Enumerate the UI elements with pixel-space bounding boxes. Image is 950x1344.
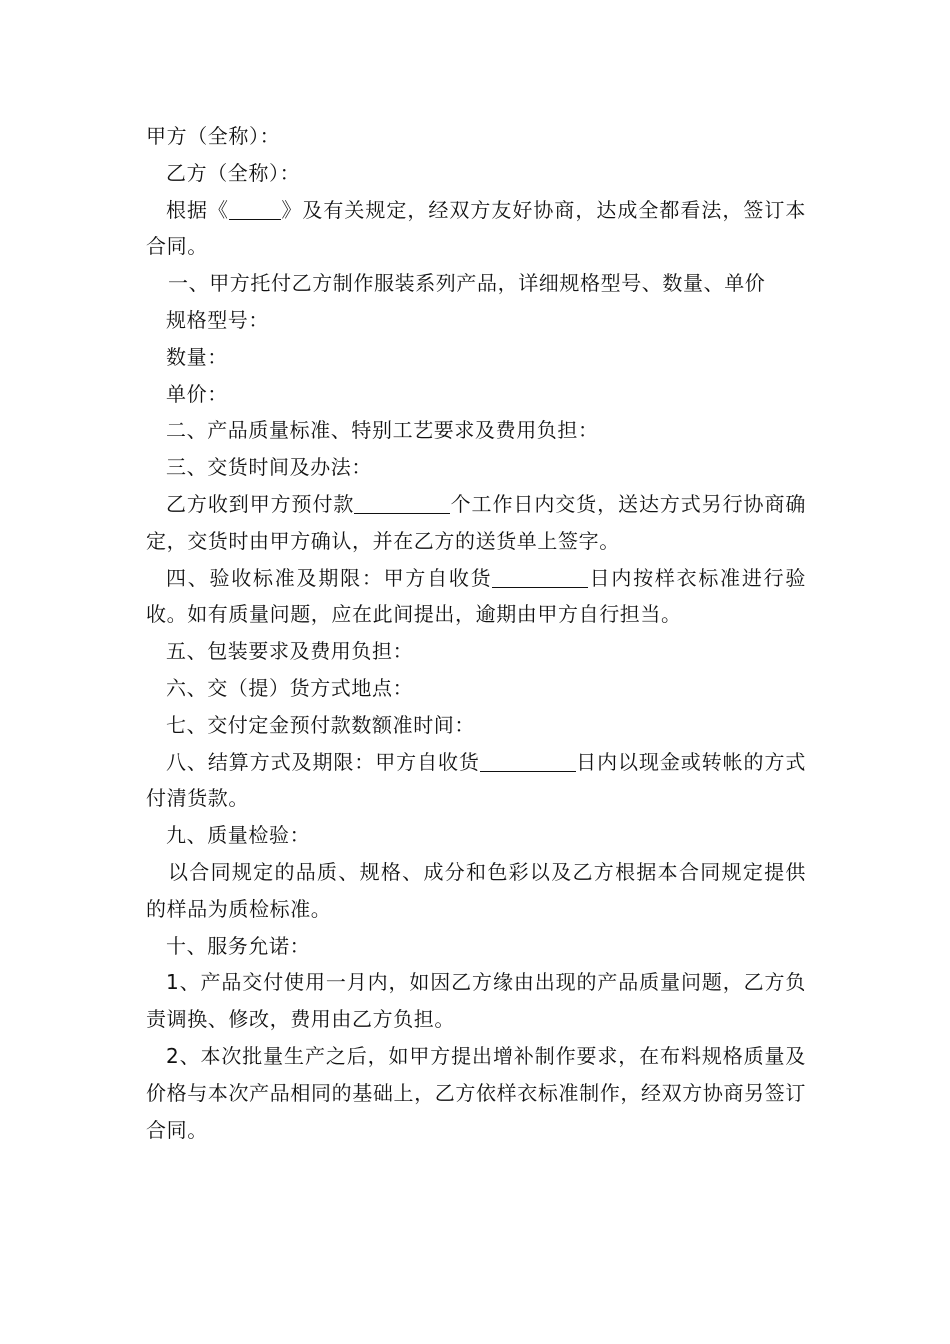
section-3-text-after: 个工作日内交货，送达方式另行协商确定，交货时由甲方确认，并在乙方的送货单上签字。 bbox=[146, 491, 806, 553]
party-b-line: 乙方（全称）： bbox=[166, 160, 301, 185]
intro-paragraph bbox=[146, 192, 806, 266]
section-5-heading: 五、包装要求及费用负担： bbox=[166, 639, 414, 664]
section-10-heading: 十、服务允诺： bbox=[166, 933, 311, 958]
delivery-days-blank bbox=[354, 491, 450, 514]
section-10-item-1: 1、产品交付使用一月内，如因乙方缘由出现的产品质量问题，乙方负责调换、修改，费用由乙方负担。 bbox=[146, 970, 806, 1032]
section-6-heading: 六、交（提）货方式地点： bbox=[166, 675, 414, 700]
intro-text-after: 》及有关规定，经双方友好协商，达成全都看法，签订本合同。 bbox=[146, 197, 806, 259]
law-name-blank bbox=[229, 197, 281, 220]
section-4-text-before: 四、验收标准及期限：甲方自收货 bbox=[166, 565, 493, 590]
inspection-days-blank bbox=[492, 565, 588, 588]
payment-days-blank bbox=[480, 749, 576, 772]
section-9-body: 以合同规定的品质、规格、成分和色彩以及乙方根据本合同规定提供的样品为质检标准。 bbox=[146, 859, 806, 921]
section-3-heading: 三、交货时间及办法： bbox=[166, 455, 372, 480]
section-3-body bbox=[146, 486, 806, 560]
intro-text-before: 根据《 bbox=[166, 197, 229, 222]
section-7-heading: 七、交付定金预付款数额准时间： bbox=[166, 712, 475, 737]
section-9-heading: 九、质量检验： bbox=[166, 823, 311, 848]
section-1-quantity: 数量： bbox=[166, 344, 228, 369]
section-1-heading: 一、甲方托付乙方制作服装系列产品，详细规格型号、数量、单价 bbox=[168, 271, 766, 296]
contract-body bbox=[146, 118, 806, 1148]
section-4-text-after: 日内按样衣标准进行验收。如有质量问题，应在此间提出，逾期由甲方自行担当。 bbox=[146, 565, 807, 627]
section-8-paragraph bbox=[146, 744, 806, 818]
section-2-heading: 二、产品质量标准、特别工艺要求及费用负担： bbox=[166, 418, 599, 443]
section-1-unit-price: 单价： bbox=[166, 381, 228, 406]
section-3-text-before: 乙方收到甲方预付款 bbox=[166, 491, 355, 516]
section-8-text-before: 八、结算方式及期限：甲方自收货 bbox=[166, 749, 480, 774]
section-10-item-2: 2、本次批量生产之后，如甲方提出增补制作要求，在布料规格质量及价格与本次产品相同的基础上，乙方依样衣标准制作，经双方协商另签订合同。 bbox=[146, 1043, 806, 1142]
section-8-text-after: 日内以现金或转帐的方式付清货款。 bbox=[146, 749, 806, 811]
section-4-paragraph bbox=[146, 560, 806, 634]
section-1-model: 规格型号： bbox=[166, 307, 269, 332]
party-a-line: 甲方（全称）： bbox=[146, 124, 281, 148]
